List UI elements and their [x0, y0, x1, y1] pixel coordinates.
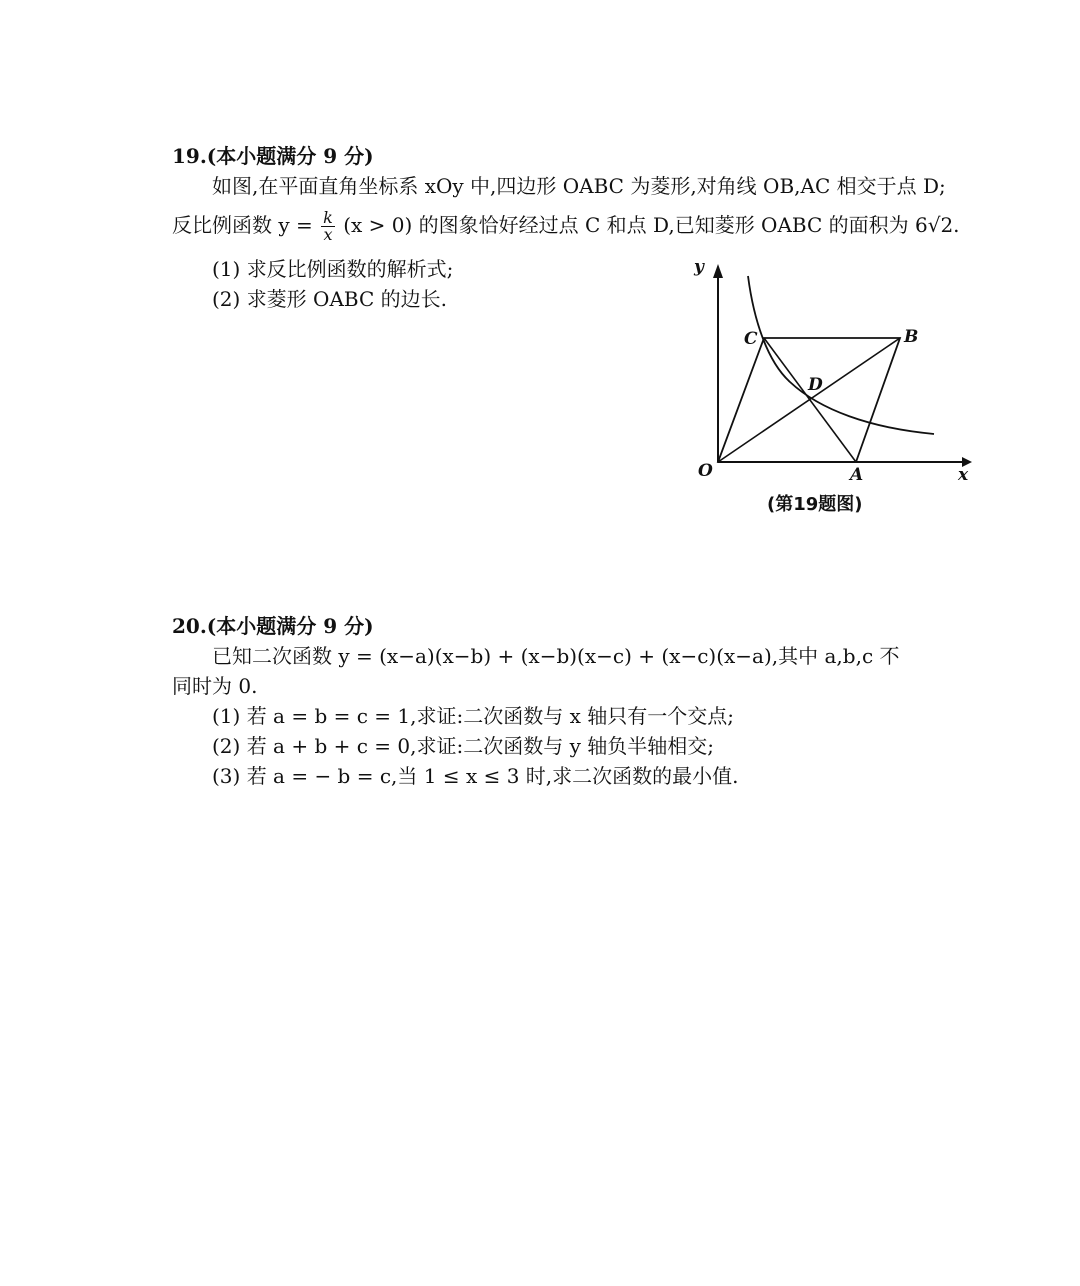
q19-statement-line2	[172, 210, 960, 243]
q19-fraction-numerator: k	[323, 208, 333, 227]
q20-part2: (2) 若 a + b + c = 0,求证:二次函数与 y 轴负半轴相交;	[212, 734, 714, 758]
q19-part2: (2) 求菱形 OABC 的边长.	[212, 287, 447, 311]
q19-fraction	[321, 210, 335, 243]
label-d: D	[808, 375, 823, 395]
q19-statement-line1: 如图,在平面直角坐标系 xOy 中,四边形 OABC 为菱形,对角线 OB,AC 相交于点 D;	[212, 174, 946, 198]
q20-part1: (1) 若 a = b = c = 1,求证:二次函数与 x 轴只有一个交点;	[212, 704, 734, 728]
diagonal-ac	[764, 338, 856, 462]
q20-statement-line1: 已知二次函数 y = (x−a)(x−b) + (x−b)(x−c) + (x−c)(x−a),其中 a,b,c 不	[212, 644, 900, 668]
y-axis-arrow-icon	[713, 264, 723, 278]
q20-part3: (3) 若 a = − b = c,当 1 ≤ x ≤ 3 时,求二次函数的最小值.	[212, 764, 739, 788]
label-b: B	[904, 327, 919, 347]
q19-line2-prefix: 反比例函数 y =	[172, 213, 313, 237]
q20-statement-line2: 同时为 0.	[172, 674, 258, 698]
label-o: O	[698, 461, 713, 481]
q19-line2-suffix: (x > 0) 的图象恰好经过点 C 和点 D,已知菱形 OABC 的面积为 6√2.	[343, 213, 960, 237]
figure-caption: (第19题图)	[767, 494, 863, 515]
diagonal-ob	[718, 338, 900, 462]
label-c: C	[744, 329, 758, 349]
q20-heading: 20.(本小题满分 9 分)	[172, 614, 374, 638]
label-x: x	[958, 465, 969, 485]
q19-figure	[690, 252, 980, 492]
q19-heading: 19.(本小题满分 9 分)	[172, 144, 374, 168]
label-a: A	[850, 465, 864, 485]
q19-fraction-denominator: x	[323, 225, 333, 244]
q19-part1: (1) 求反比例函数的解析式;	[212, 257, 454, 281]
label-y: y	[694, 257, 704, 277]
